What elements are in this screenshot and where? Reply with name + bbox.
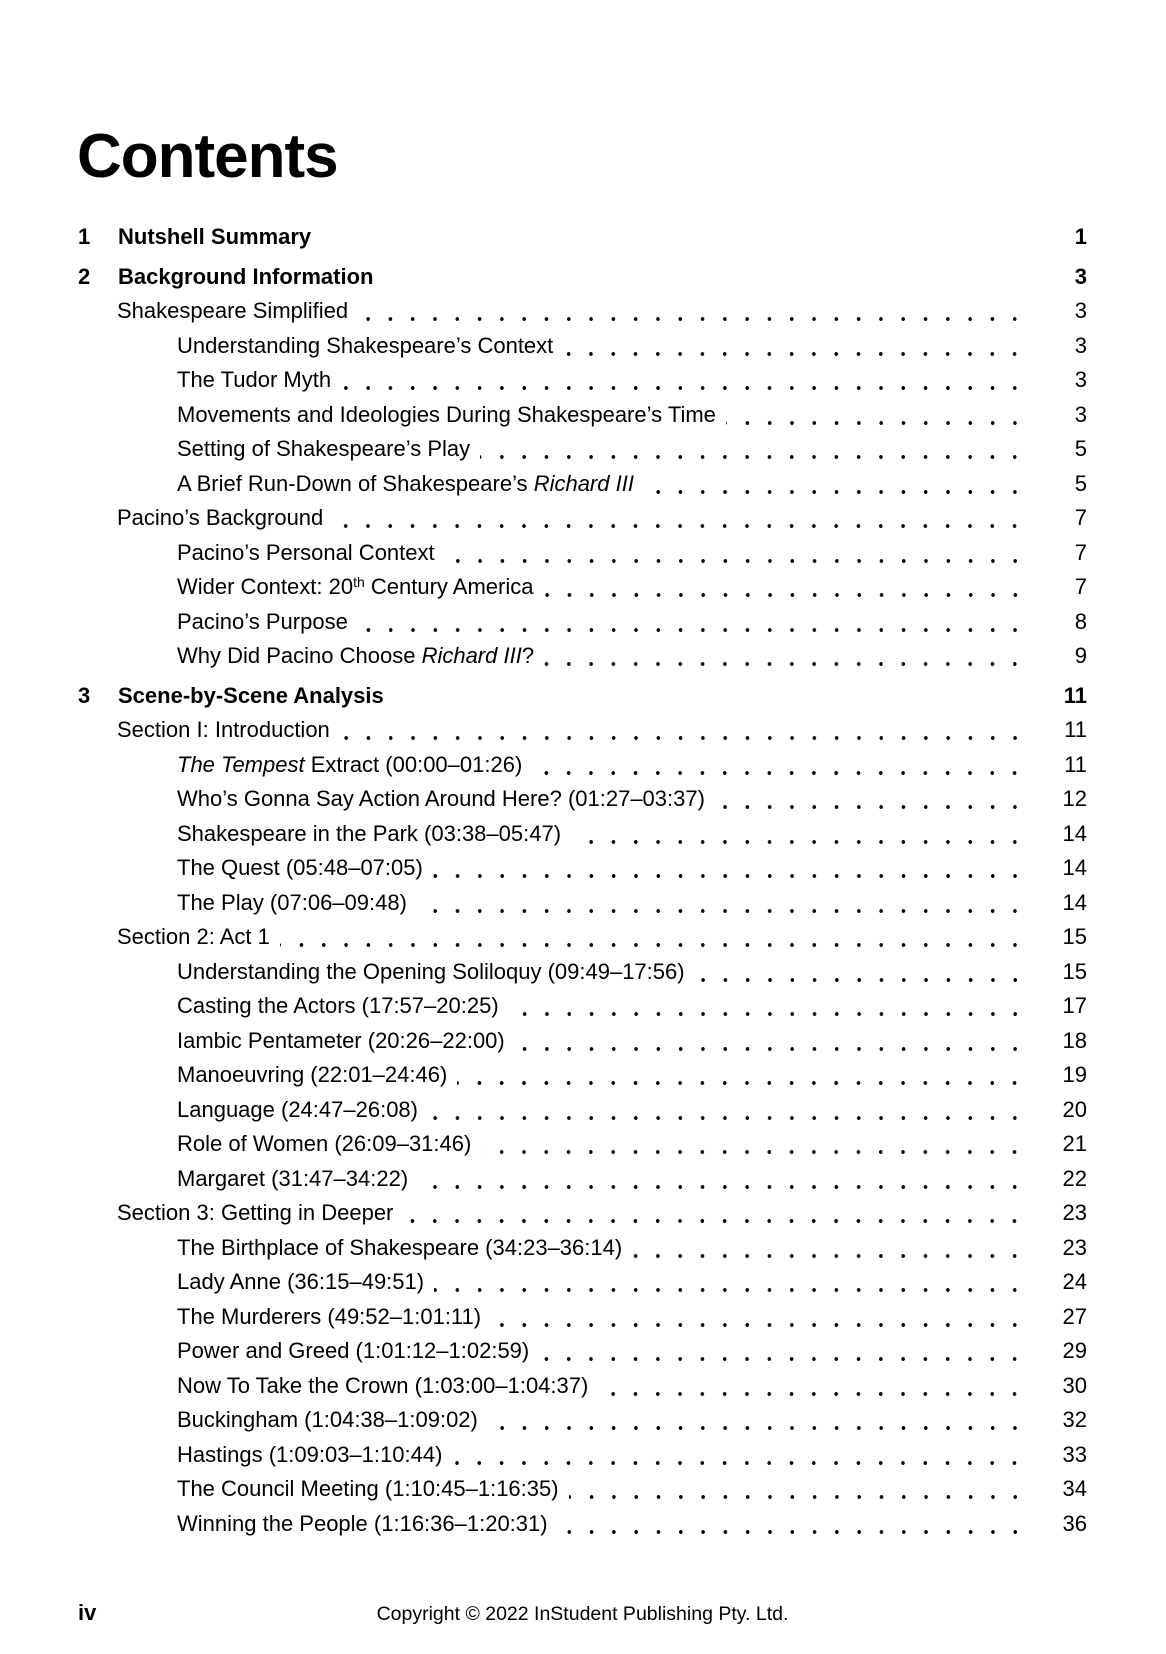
toc-entry-title-text: Language (24:47–26:08) xyxy=(177,1096,418,1122)
dot-leader xyxy=(481,1127,1027,1162)
toc-row xyxy=(78,1334,1087,1369)
toc-entry-title-text: Hastings (1:09:03–1:10:44) xyxy=(177,1441,443,1467)
toc-row xyxy=(78,1196,1087,1231)
toc-entry-title-text: Winning the People (1:16:36–1:20:31) xyxy=(177,1510,548,1536)
toc-entry-title-text: Wider Context: 20 xyxy=(177,574,354,599)
toc-row xyxy=(78,1024,1087,1059)
toc-chapter-number: 1 xyxy=(78,224,91,249)
toc-entry-title xyxy=(118,260,373,295)
toc-row xyxy=(78,536,1087,571)
toc-page-number: 5 xyxy=(1074,436,1087,461)
toc-entry-title-text: Lady Anne (36:15–49:51) xyxy=(177,1269,425,1294)
toc-entry-title xyxy=(177,1472,559,1507)
toc-chapter-number: 2 xyxy=(78,263,91,289)
toc-entry-title xyxy=(177,1231,622,1266)
toc-entry-title-text: Buckingham (1:04:38–1:09:02) xyxy=(177,1407,478,1432)
toc-page-number: 14 xyxy=(1062,855,1087,880)
toc-entry-title xyxy=(118,679,384,714)
toc-entry-title-text: The Tudor Myth xyxy=(177,367,332,392)
toc-row xyxy=(78,398,1087,433)
toc-page-number: 34 xyxy=(1062,1476,1087,1501)
page-title: Contents xyxy=(77,122,338,191)
toc-entry-title-text: Scene-by-Scene Analysis xyxy=(118,682,384,708)
toc-entry-title-text: Now To Take the Crown (1:03:00–1:04:37) xyxy=(177,1372,589,1398)
dot-leader xyxy=(417,886,1027,921)
dot-leader xyxy=(280,920,1027,955)
toc-row xyxy=(78,817,1087,852)
toc-page-number: 3 xyxy=(1074,298,1087,323)
dot-leader xyxy=(341,363,1027,398)
dot-leader xyxy=(563,329,1027,364)
toc-entry-title xyxy=(177,398,716,433)
toc-page-number: 7 xyxy=(1074,539,1087,565)
toc-entry-title-text: Understanding the Opening Soliloquy (09:49–17:56) xyxy=(177,958,685,984)
dot-leader xyxy=(544,570,1028,605)
toc-entry-title-text: Power and Greed (1:01:12–1:02:59) xyxy=(177,1338,530,1363)
toc-entry-title xyxy=(117,920,270,955)
toc-row xyxy=(78,501,1087,536)
toc-page-number: 11 xyxy=(1063,682,1087,708)
toc-entry-title-text: Pacino’s Purpose xyxy=(177,608,348,634)
toc-entry-title xyxy=(177,748,522,783)
dot-leader xyxy=(632,1231,1027,1266)
dot-leader xyxy=(480,432,1027,467)
toc-row xyxy=(78,570,1087,605)
toc-row xyxy=(78,782,1087,817)
toc-page-number: 3 xyxy=(1074,263,1087,289)
toc-page-number: 7 xyxy=(1074,505,1087,530)
toc-row xyxy=(78,294,1087,329)
toc-entry-title xyxy=(177,1507,548,1542)
dot-leader xyxy=(403,1196,1027,1231)
toc-entry-title-text: A Brief Run-Down of Shakespeare’s xyxy=(177,470,534,496)
toc-entry-title xyxy=(177,363,331,398)
toc-entry-title-text: Movements and Ideologies During Shakespeare’s Time xyxy=(177,401,716,427)
toc-row xyxy=(78,639,1087,674)
toc-entry-title-text: Section I: Introduction xyxy=(117,717,330,742)
toc-entry-title xyxy=(177,1162,408,1197)
toc-page-number: 3 xyxy=(1074,401,1087,427)
toc-entry-title xyxy=(177,1334,529,1369)
toc-entry-title xyxy=(177,1127,471,1162)
dot-leader xyxy=(445,536,1027,571)
toc-entry-title-text: Nutshell Summary xyxy=(118,224,312,249)
toc-entry-title-text: Pacino’s Background xyxy=(117,505,324,530)
toc-entry-title-text: Understanding Shakespeare’s Context xyxy=(177,332,554,358)
dot-leader xyxy=(558,1507,1027,1542)
toc-entry-title-text: Role of Women (26:09–31:46) xyxy=(177,1131,472,1156)
toc-row xyxy=(78,1127,1087,1162)
toc-row xyxy=(78,713,1087,748)
dot-leader xyxy=(695,955,1027,990)
toc-entry-title xyxy=(177,570,534,605)
toc-entry-title xyxy=(177,817,561,852)
toc-page-number: 27 xyxy=(1062,1303,1087,1329)
toc-page-number: 11 xyxy=(1064,717,1087,742)
toc-page-number: 23 xyxy=(1062,1234,1087,1260)
toc-page-number: 9 xyxy=(1074,643,1087,668)
dot-leader xyxy=(539,1334,1027,1369)
toc-entry-title xyxy=(177,639,534,674)
toc-entry-title xyxy=(117,294,348,329)
toc-row xyxy=(78,1472,1087,1507)
toc-entry-title-text: Extract (00:00–01:26) xyxy=(304,751,523,777)
toc-row xyxy=(78,920,1087,955)
dot-leader xyxy=(569,1472,1027,1507)
toc-row xyxy=(78,605,1087,640)
dot-leader xyxy=(571,817,1027,852)
toc-page-number: 19 xyxy=(1062,1062,1087,1087)
dot-leader xyxy=(515,1024,1027,1059)
toc-page-number: 8 xyxy=(1074,608,1087,634)
toc-row xyxy=(78,955,1087,990)
table-of-contents xyxy=(78,220,1087,1541)
toc-page-number: 1 xyxy=(1074,224,1087,249)
toc-page-number: 3 xyxy=(1074,367,1087,392)
dot-leader xyxy=(433,851,1027,886)
toc-entry-title-text: Margaret (31:47–34:22) xyxy=(177,1165,409,1191)
toc-row xyxy=(78,1093,1087,1128)
toc-row xyxy=(78,748,1087,783)
toc-entry-title xyxy=(117,501,323,536)
toc-page-number: 5 xyxy=(1074,470,1087,496)
toc-row xyxy=(78,1231,1087,1266)
toc-page-number: 18 xyxy=(1062,1027,1087,1053)
toc-row xyxy=(78,851,1087,886)
toc-row xyxy=(78,1438,1087,1473)
toc-entry-title xyxy=(177,1300,481,1335)
toc-row xyxy=(78,989,1087,1024)
toc-entry-title xyxy=(177,1369,588,1404)
dot-leader xyxy=(509,989,1027,1024)
page-footer xyxy=(78,1602,1087,1632)
toc-entry-title xyxy=(177,1403,478,1438)
toc-entry-title-italic: Richard III xyxy=(533,470,634,496)
toc-entry-title xyxy=(177,782,705,817)
toc-entry-title xyxy=(177,1024,505,1059)
toc-page-number: 33 xyxy=(1062,1441,1087,1467)
dot-leader xyxy=(452,1438,1027,1473)
dot-leader xyxy=(715,782,1027,817)
toc-entry-title-text: The Play (07:06–09:48) xyxy=(177,889,407,915)
toc-entry-title xyxy=(117,713,330,748)
toc-page-number: 22 xyxy=(1062,1165,1087,1191)
toc-entry-title xyxy=(177,851,423,886)
toc-page-number: 32 xyxy=(1062,1407,1087,1432)
toc-entry-title-text: Why Did Pacino Choose xyxy=(177,643,422,668)
toc-row xyxy=(78,329,1087,364)
toc-entry-title xyxy=(177,1093,418,1128)
dot-leader xyxy=(394,679,1027,714)
toc-page-number: 14 xyxy=(1062,820,1087,846)
dot-leader xyxy=(434,1265,1027,1300)
toc-chapter-number: 3 xyxy=(78,682,91,708)
toc-page-number: 12 xyxy=(1062,786,1087,811)
dot-leader xyxy=(457,1058,1027,1093)
toc-entry-title-italic: The Tempest xyxy=(177,751,305,777)
toc-entry-title-text: Background Information xyxy=(118,263,374,289)
toc-entry-title xyxy=(177,955,685,990)
dot-leader xyxy=(358,605,1027,640)
toc-row xyxy=(78,1507,1087,1542)
toc-row xyxy=(78,1403,1087,1438)
toc-entry-title-text: Century America xyxy=(364,574,534,599)
toc-page-number: 29 xyxy=(1062,1338,1087,1363)
toc-row xyxy=(78,1369,1087,1404)
dot-leader xyxy=(532,748,1027,783)
toc-entry-title xyxy=(117,1196,393,1231)
toc-entry-title-text: Manoeuvring (22:01–24:46) xyxy=(177,1062,448,1087)
dot-leader xyxy=(726,398,1027,433)
toc-entry-title-text: Shakespeare Simplified xyxy=(117,298,349,323)
toc-entry-title-text: The Council Meeting (1:10:45–1:16:35) xyxy=(177,1476,559,1501)
toc-entry-title xyxy=(177,989,499,1024)
toc-row xyxy=(78,1300,1087,1335)
toc-row xyxy=(78,363,1087,398)
toc-entry-title-text: The Quest (05:48–07:05) xyxy=(177,855,423,880)
toc-entry-title-text: Who’s Gonna Say Action Around Here? (01:27–03:37) xyxy=(177,786,705,811)
toc-entry-title xyxy=(177,605,348,640)
dot-leader xyxy=(598,1369,1027,1404)
dot-leader xyxy=(418,1162,1027,1197)
toc-entry-title xyxy=(177,1438,442,1473)
dot-leader xyxy=(333,501,1027,536)
toc-entry-title-text: The Murderers (49:52–1:01:11) xyxy=(177,1303,482,1329)
dot-leader xyxy=(321,220,1027,255)
toc-entry-title-text: Pacino’s Personal Context xyxy=(177,539,435,565)
toc-row xyxy=(78,467,1087,502)
toc-page-number: 15 xyxy=(1062,958,1087,984)
dot-leader xyxy=(544,639,1027,674)
toc-page-number: 20 xyxy=(1062,1096,1087,1122)
dot-leader xyxy=(383,260,1027,295)
toc-row xyxy=(78,679,1087,714)
toc-entry-title-text: Iambic Pentameter (20:26–22:00) xyxy=(177,1027,505,1053)
toc-entry-title-text: ? xyxy=(521,643,535,668)
toc-page-number: 7 xyxy=(1074,574,1087,599)
dot-leader xyxy=(340,713,1027,748)
copyright-text: Copyright © 2022 InStudent Publishing Pty. Ltd. xyxy=(376,1603,789,1625)
toc-row xyxy=(78,220,1087,255)
toc-page-number: 30 xyxy=(1062,1372,1087,1398)
toc-entry-title-text: The Birthplace of Shakespeare (34:23–36:14) xyxy=(177,1234,623,1260)
toc-row xyxy=(78,1265,1087,1300)
toc-page-number: 17 xyxy=(1062,993,1087,1018)
toc-page-number: 36 xyxy=(1062,1510,1087,1536)
toc-entry-title xyxy=(177,467,634,502)
toc-entry-title xyxy=(177,1265,424,1300)
toc-page-number: 11 xyxy=(1064,751,1087,777)
toc-entry-title-text: Setting of Shakespeare’s Play xyxy=(177,436,471,461)
toc-row xyxy=(78,1058,1087,1093)
toc-entry-title xyxy=(177,886,407,921)
dot-leader xyxy=(358,294,1027,329)
folio-page-number: iv xyxy=(78,1600,97,1625)
toc-row xyxy=(78,432,1087,467)
toc-entry-title-text: Section 2: Act 1 xyxy=(117,924,270,949)
toc-entry-title-text: Shakespeare in the Park (03:38–05:47) xyxy=(177,820,562,846)
dot-leader xyxy=(491,1300,1027,1335)
toc-entry-title-text: Section 3: Getting in Deeper xyxy=(117,1200,394,1225)
toc-entry-title-italic: Richard III xyxy=(421,643,522,668)
toc-entry-title xyxy=(118,220,311,255)
toc-entry-title-text: Casting the Actors (17:57–20:25) xyxy=(177,993,499,1018)
toc-entry-title-superscript: th xyxy=(353,574,365,590)
dot-leader xyxy=(644,467,1027,502)
toc-page-number: 15 xyxy=(1062,924,1087,949)
dot-leader xyxy=(428,1093,1027,1128)
toc-page-number: 23 xyxy=(1062,1200,1087,1225)
toc-entry-title xyxy=(177,329,553,364)
toc-page-number: 14 xyxy=(1062,889,1087,915)
dot-leader xyxy=(488,1403,1027,1438)
toc-entry-title xyxy=(177,1058,447,1093)
toc-row xyxy=(78,886,1087,921)
toc-page-number: 3 xyxy=(1074,332,1087,358)
toc-row xyxy=(78,260,1087,295)
toc-page-number: 24 xyxy=(1062,1269,1087,1294)
toc-page-number: 21 xyxy=(1062,1131,1087,1156)
toc-row xyxy=(78,1162,1087,1197)
toc-entry-title xyxy=(177,432,470,467)
toc-entry-title xyxy=(177,536,435,571)
